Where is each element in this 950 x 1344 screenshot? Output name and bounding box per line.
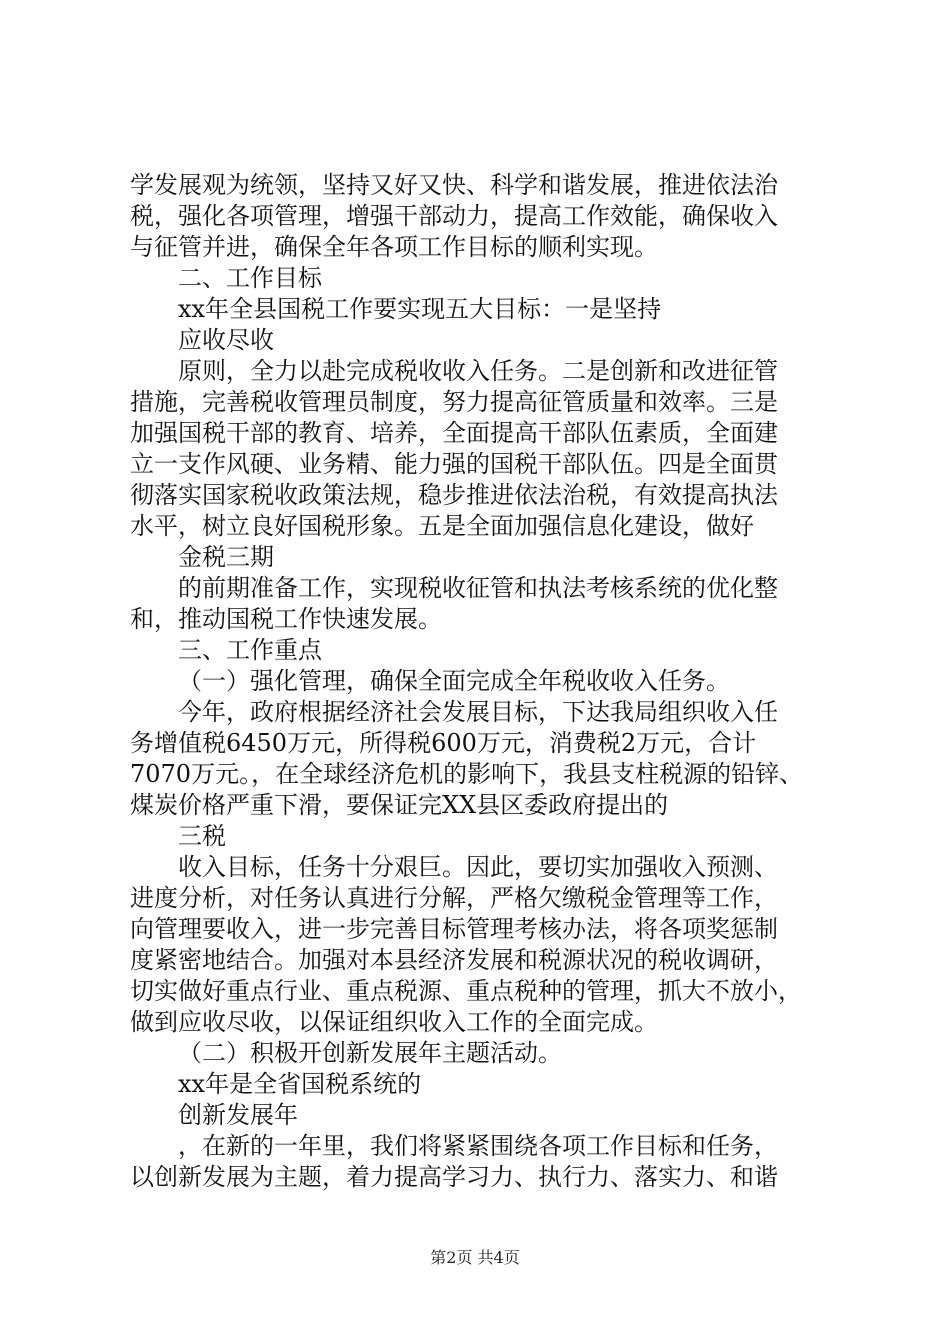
text-line: 7070万元。，在全球经济危机的影响下，我县支柱税源的铅锌、 xyxy=(130,760,804,788)
text-line: 三税 xyxy=(178,822,226,850)
text-line: 做到应收尽收，以保证组织收入工作的全面完成。 xyxy=(130,1008,658,1036)
text-line: ，在新的一年里，我们将紧紧围绕各项工作目标和任务， xyxy=(178,1132,778,1160)
page-footer: 第2页 共4页 xyxy=(430,1248,520,1267)
text-line: 彻落实国家税收政策法规，稳步推进依法治税，有效提高执法 xyxy=(130,481,778,509)
text-line: 今年，政府根据经济社会发展目标，下达我局组织收入任 xyxy=(178,698,778,726)
text-line: 金税三期 xyxy=(178,543,274,571)
text-line: xx年是全省国税系统的 xyxy=(178,1070,422,1098)
text-line: 措施，完善税收管理员制度，努力提高征管质量和效率。三是 xyxy=(130,388,778,416)
text-line: （二）积极开创新发展年主题活动。 xyxy=(178,1039,562,1067)
text-line: 与征管并进，确保全年各项工作目标的顺利实现。 xyxy=(130,233,658,261)
text-line: 进度分析，对任务认真进行分解，严格欠缴税金管理等工作， xyxy=(130,884,778,912)
text-line: （一）强化管理，确保全面完成全年税收收入任务。 xyxy=(178,667,730,695)
text-line: 二、工作目标 xyxy=(178,264,322,292)
text-line: xx年全县国税工作要实现五大目标：一是坚持 xyxy=(178,295,662,323)
text-line: 应收尽收 xyxy=(178,326,274,354)
text-line: 的前期准备工作，实现税收征管和执法考核系统的优化整 xyxy=(178,574,778,602)
text-line: 创新发展年 xyxy=(178,1101,298,1129)
text-line: 立一支作风硬、业务精、能力强的国税干部队伍。四是全面贯 xyxy=(130,450,778,478)
text-line: 加强国税干部的教育、培养，全面提高干部队伍素质，全面建 xyxy=(130,419,778,447)
text-line: 水平，树立良好国税形象。五是全面加强信息化建设，做好 xyxy=(130,512,754,540)
text-line: 和，推动国税工作快速发展。 xyxy=(130,605,442,633)
text-line: 税，强化各项管理，增强干部动力，提高工作效能，确保收入 xyxy=(130,202,778,230)
text-line: 三、工作重点 xyxy=(178,636,322,664)
text-line: 向管理要收入，进一步完善目标管理考核办法，将各项奖惩制 xyxy=(130,915,778,943)
text-line: 学发展观为统领，坚持又好又快、科学和谐发展，推进依法治 xyxy=(130,171,778,199)
text-line: 原则，全力以赴完成税收收入任务。二是创新和改进征管 xyxy=(178,357,778,385)
text-line: 以创新发展为主题，着力提高学习力、执行力、落实力、和谐 xyxy=(130,1163,778,1191)
text-line: 切实做好重点行业、重点税源、重点税种的管理，抓大不放小， xyxy=(130,977,802,1005)
text-line: 煤炭价格严重下滑，要保证完XX县区委政府提出的 xyxy=(130,791,669,819)
text-line: 收入目标，任务十分艰巨。因此，要切实加强收入预测、 xyxy=(178,853,778,881)
text-line: 度紧密地结合。加强对本县经济发展和税源状况的税收调研， xyxy=(130,946,778,974)
text-line: 务增值税6450万元，所得税600万元，消费税2万元，合计 xyxy=(130,729,757,757)
document-body xyxy=(130,170,840,1193)
